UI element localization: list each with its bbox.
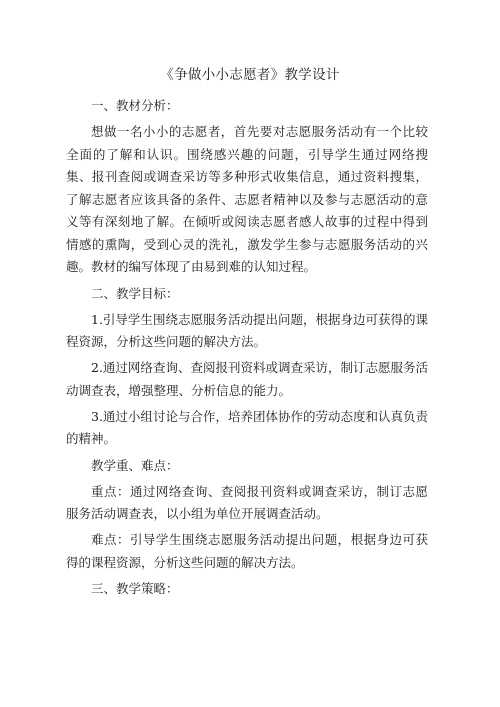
section-heading-strategy: 三、教学策略： bbox=[91, 581, 179, 596]
paragraph-analysis: 想做一名小小的志愿者，首先要对志愿服务活动有一个比较全面的了解和认识。围绕感兴趣的问题，引导学生通过网络搜集、报刊查阅或调查采访等多种形式收集信息，通过资料搜集，了解志愿者应该具备的条件、志愿者精神以及参与志愿活动的意义等有深刻地了解。在倾听或阅读志愿者感人故事的过程中得到情感的熏陶，受到心灵的洗礼，激发学生参与志愿服务活动的兴趣。教材的编写体现了由易到难的认知过程。 bbox=[66, 124, 428, 274]
objective-item-3: 3.通过小组讨论与合作，培养团体协作的劳动态度和认真负责的精神。 bbox=[66, 408, 428, 446]
paragraph-difficult-point: 难点：引导学生围绕志愿服务活动提出问题，根据身边可获得的课程资源，分析这些问题的解决方法。 bbox=[66, 532, 428, 570]
objective-item-1: 1.引导学生围绕志愿服务活动提出问题，根据身边可获得的课程资源，分析这些问题的解决方法。 bbox=[66, 311, 428, 349]
paragraph-key-point: 重点：通过网络查询、查阅报刊资料或调查采访，制订志愿服务活动调查表，以小组为单位开展调查活动。 bbox=[66, 483, 428, 521]
document-title: 《争做小小志愿者》教学设计 bbox=[160, 67, 340, 83]
section-heading-key-difficult: 教学重、难点： bbox=[91, 457, 179, 473]
document-body bbox=[66, 95, 428, 601]
objective-item-2: 2.通过网络查询、查阅报刊资料或调查采访，制订志愿服务活动调查表，增强整理、分析信息的能力。 bbox=[66, 360, 428, 398]
section-heading-analysis: 一、教材分析： bbox=[91, 98, 179, 113]
section-heading-objectives: 二、教学目标： bbox=[91, 285, 179, 301]
